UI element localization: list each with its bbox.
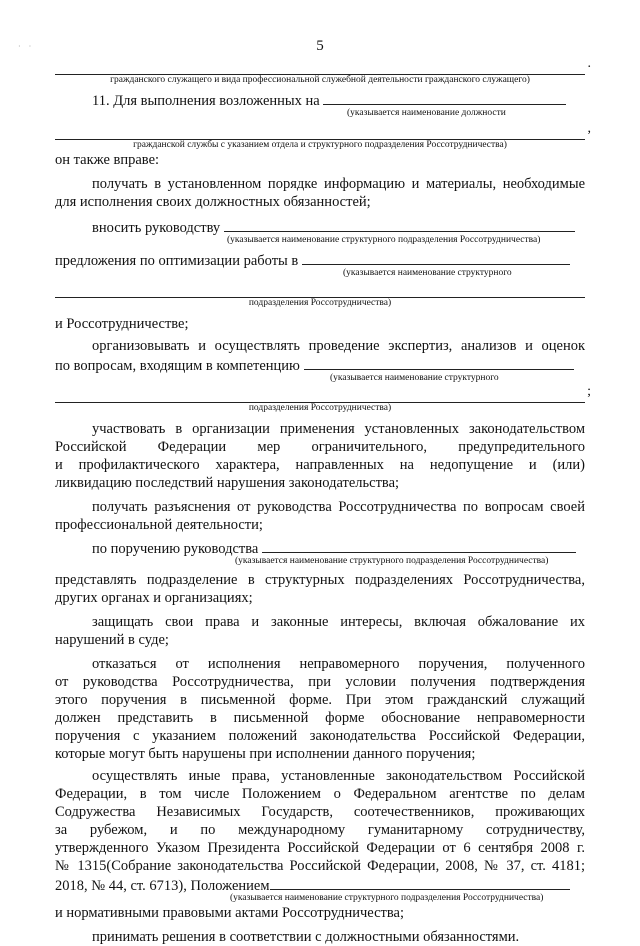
blank-line xyxy=(55,384,591,403)
blank-line xyxy=(55,56,591,75)
text-line: по поручению руководства xyxy=(55,538,585,556)
comma-mark: , xyxy=(587,121,591,136)
text-line: утвержденного Указом Президента Российской Федерации от 6 сентября 2008 г. xyxy=(55,840,585,856)
field-caption: (указывается наименование структурного xyxy=(343,268,512,278)
text-line: принимать решения в соответствии с должностными обязанностями. xyxy=(92,929,520,945)
text-line: 2018, № 44, ст. 6713), Положением xyxy=(55,875,585,893)
scan-speck: · · xyxy=(18,42,35,51)
text-line: за рубежом, и по международному гуманитарному сотрудничеству, xyxy=(55,822,585,838)
text-line: осуществлять иные права, установленные законодательством Российской xyxy=(92,768,585,784)
field-caption: (указывается наименование структурного подразделения Россотрудничества) xyxy=(235,556,549,566)
text-line: предложения по оптимизации работы в xyxy=(55,250,585,268)
field-caption: гражданской службы с указанием отдела и структурного подразделения Россотрудничества) xyxy=(133,140,507,150)
text-line: получать в установленном порядке информацию и материалы, необходимые xyxy=(92,176,585,192)
document-body xyxy=(55,56,591,946)
text-line: Федерации, в том числе Положением о Федеральном агентстве по делам xyxy=(55,786,585,802)
blank-line xyxy=(55,285,585,298)
text-line: вносить руководству xyxy=(55,217,585,235)
text-line: нарушений в суде; xyxy=(55,632,169,648)
paragraph-11: 11. Для выполнения возложенных на xyxy=(55,90,585,108)
text-line: отказаться от исполнения неправомерного поручения, полученного xyxy=(92,656,585,672)
text-line: ликвидацию последствий нарушения законодательства; xyxy=(55,475,400,491)
field-caption: (указывается наименование структурного подразделения Россотрудничества) xyxy=(230,893,544,903)
text-line: он также вправе: xyxy=(55,152,160,168)
field-caption: подразделения Россотрудничества) xyxy=(248,403,392,413)
page-number: 5 xyxy=(316,38,324,54)
field-caption: подразделения Россотрудничества) xyxy=(248,298,392,308)
text-line: этого поручения в письменной форме. При этом гражданский служащий xyxy=(55,692,585,708)
blank-field xyxy=(323,90,566,105)
field-caption: (указывается наименование структурного подразделения Россотрудничества) xyxy=(227,235,541,245)
blank-field xyxy=(262,538,576,553)
blank-field xyxy=(224,217,575,232)
text-line: участвовать в организации применения установленных законодательством xyxy=(92,421,585,437)
blank-field xyxy=(270,875,570,890)
text-line: организовывать и осуществлять проведение экспертиз, анализов и оценок xyxy=(92,338,585,354)
semicolon-mark: ; xyxy=(587,384,591,399)
text-line: которые могут быть нарушены при исполнении данного поручения; xyxy=(55,746,476,762)
text-line: получать разъяснения от руководства Россотрудничества по вопросам своей xyxy=(92,499,585,515)
text-line: от руководства Россотрудничества, при условии получения подтверждения xyxy=(55,674,585,690)
text-line: других органах и организациях; xyxy=(55,590,253,606)
text-line: поручения с указанием положений законодательства Российской Федерации, xyxy=(55,728,585,744)
period-mark: . xyxy=(587,56,591,71)
text-line: защищать свои права и законные интересы, включая обжалование их xyxy=(92,614,585,630)
text-line: Российской Федерации мер ограничительного, предупредительного xyxy=(55,439,585,455)
field-caption: гражданского служащего и вида профессиональной служебной деятельности гражданского служащего) xyxy=(110,75,530,85)
text-line: и профилактического характера, направленных на недопущение и (или) xyxy=(55,457,585,473)
text-line: для исполнения своих должностных обязанностей; xyxy=(55,194,371,210)
text-line: № 1315(Собрание законодательства Российской Федерации, 2008, № 37, ст. 4181; xyxy=(55,858,585,874)
text-line: представлять подразделение в структурных подразделениях Россотрудничества, xyxy=(55,572,585,588)
text-line: и Россотрудничестве; xyxy=(55,316,189,332)
text-line: Содружества Независимых Государств, соотечественников, проживающих xyxy=(55,804,585,820)
blank-field xyxy=(304,355,574,370)
blank-field xyxy=(302,250,570,265)
text-line: должен представить в письменной форме обоснование неправомерности xyxy=(55,710,585,726)
blank-line xyxy=(55,121,591,140)
text-line: и нормативными правовыми актами Россотрудничества; xyxy=(55,905,404,921)
field-caption: (указывается наименование должности xyxy=(347,108,506,118)
text-line: по вопросам, входящим в компетенцию xyxy=(55,355,585,373)
field-caption: (указывается наименование структурного xyxy=(330,373,499,383)
text-line: профессиональной деятельности; xyxy=(55,517,263,533)
